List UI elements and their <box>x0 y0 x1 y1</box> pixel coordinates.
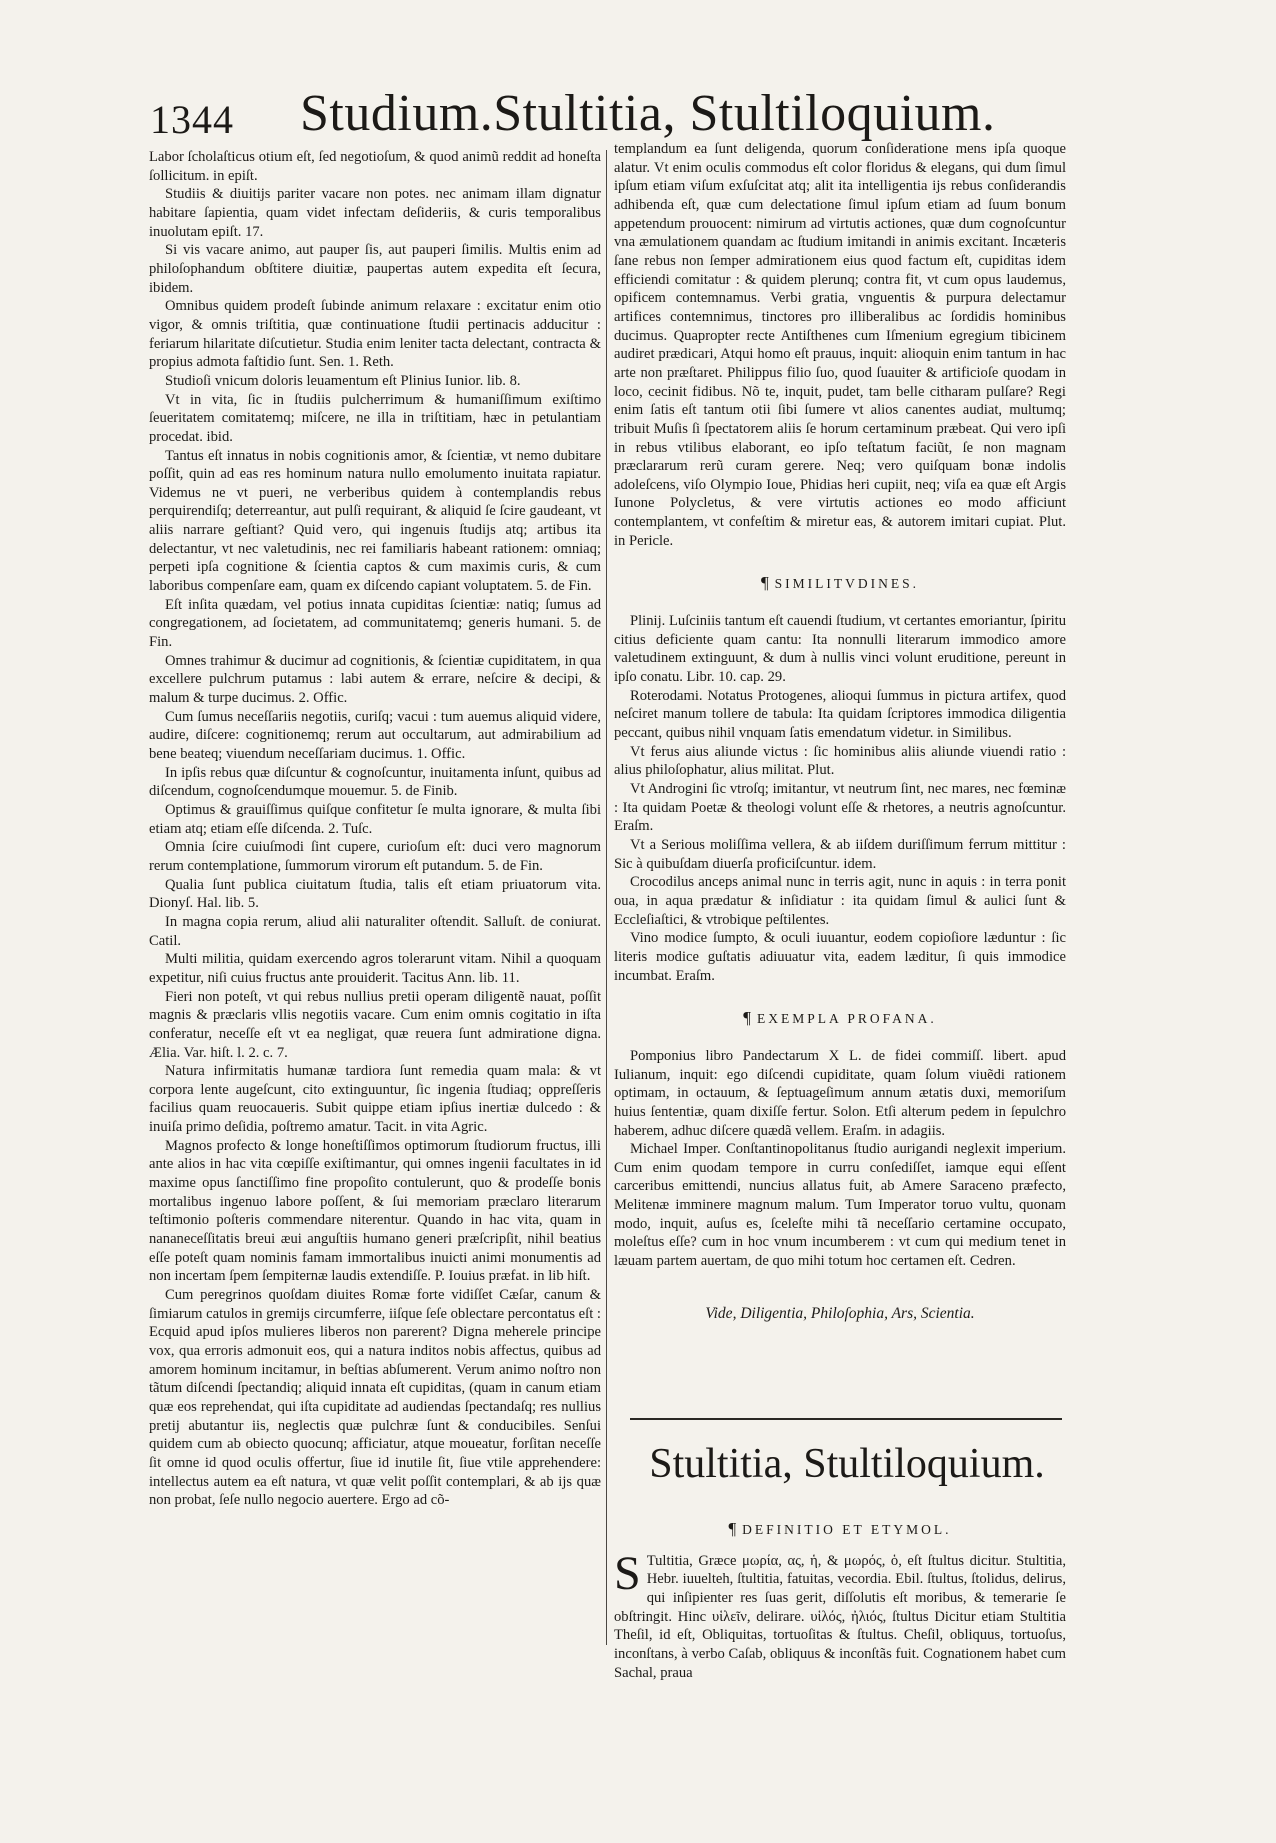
similitudo-paragraph: Roterodami. Notatus Protogenes, alioqui ſummus in pictura artifex, quod neſciret manum tollere de tabula: Ita quidam ſcriptores immodica diligentia peccant, quibus nihil vnquam ſatis emendatum videtur. in Similibus. <box>614 687 1066 742</box>
left-paragraph: Cum peregrinos quoſdam diuites Romæ forte vidiſſet Cæſar, canum & ſimiarum catulos in gremijs circumferre, iiſque ſeſe oblectare percontatus eſt : Ecquid apud ipſos mulieres liberos non parerent? Digna meherele principe vox, qua erroris admonuit eos, qui a natura inditos nobis affectus, quibus ad amorem hominum incitamur, in beſtias abſumerent. Verum animo noſtro non tãtum diſcendi ſpectandiq; aliquid innata eſt cupiditas, (quam in canum etiam quæ eos reprehendat, qui iſta cupiditate ad audiendas ſpectandaſq; res nullius pretij abutantur iis, neglectis quæ pulchræ ſunt & conducibiles. Senſui quidem cum ab obiecto quocunq; afficiatur, atque moueatur, forſitan neceſſe ſit omne id quod oculis offertur, ſiue id inutile ſit, ſiue vtile apprehendere: intellectus autem ea eſt natura, vt quæ velit poſſit contemplari, & ab ijs quæ non probat, ſeſe nullo negocio auertere. Ergo ad cõ- <box>149 1287 601 1509</box>
left-column <box>149 148 601 1510</box>
definition-paragraph: S Tultitia, Græce μωρία, ας, ἡ, & μωρός, ὁ, eſt ſtultus dicitur. Stultitia, Hebr. iuuelteh, ſtultitia, fatuitas, vecordia. Ebil. ſtultus, ſtolidus, delirus, qui inſipienter res ſuas gerit, diſſolutis eſt moribus, & temerarie ſe obſtringit. Hinc υἱλεῖν, delirare. υἱλός, ἠλιός, ſtultus Dicitur etiam Stultitia Theſil, id eſt, Obliquitas, tortuoſitas & ſtultus. Cheſil, obliquus, tortuoſus, inconſtans, à verbo Caſab, obliquus & inconſtãs fuit. Cognationem habet cum Sachal, praua <box>614 1546 1066 1681</box>
running-head: Studium.Stultitia, Stultiloquium. <box>300 85 996 142</box>
left-paragraph: Omnia ſcire cuiuſmodi ſint cupere, curioſum eſt: duci vero magnorum rerum contemplatione, ſummorum virorum eſt putandum. 5. de Fin. <box>149 839 601 874</box>
left-paragraph: Vt in vita, ſic in ſtudiis pulcherrimum & humaniſſimum exiſtimo ſeueritatem comitatemq; miſcere, ne illa in triſtitiam, hæc in petulantiam procedat. ibid. <box>149 391 601 445</box>
pilcrow-icon: ¶ <box>743 1008 751 1028</box>
left-paragraph: Labor ſcholaſticus otium eſt, ſed negotioſum, & quod animũ reddit ad honeſta ſollicitum. in epiſt. <box>149 149 601 184</box>
left-paragraph: Omnes trahimur & ducimur ad cognitionis, & ſcientiæ cupiditatem, in qua excellere pulchrum putamus : labi autem & errare, neſcire & decipi, & malum & turpe ducimus. 2. Offic. <box>149 652 601 707</box>
left-paragraph: Qualia ſunt publica ciuitatum ſtudia, talis eſt etiam priuatorum vita. Dionyſ. Hal. lib. 5. <box>149 876 601 912</box>
left-paragraph: Eſt inſita quædam, vel potius innata cupiditas ſcientiæ: natiq; ſumus ad congregationem, ad ſocietatem, ad communitatemq; generis humani. 5. de Fin. <box>149 596 601 651</box>
left-paragraph: Multi militia, quidam exercendo agros tolerarunt vitam. Nihil a quoquam expetitur, niſi cuius fructus ante prouiderit. Tacitus Ann. lib. 11. <box>149 951 601 986</box>
left-paragraph: In ipſis rebus quæ diſcuntur & cognoſcuntur, inuitamenta inſunt, quibus ad diſcendum, cognoſcendumque mouemur. 5. de Finib. <box>149 764 601 800</box>
left-paragraph: Natura infirmitatis humanæ tardiora ſunt remedia quam mala: & vt corpora lente augeſcunt, cito extinguuntur, ſic ingenia ſtudiaq; oppreſſeris facilius quam reuocaueris. Subit quippe etiam ipſius inertiæ dulcedo : & inuiſa primo deſidia, poſtremo amatur. Tacit. in vita Agric. <box>149 1063 601 1136</box>
similitudo-paragraph: Plinij. Luſciniis tantum eſt cauendi ſtudium, vt certantes emoriantur, ſpiritu citius deficiente quam cantu: Ita nonnulli literarum immodico amore valetudinem extinguunt, & dum à nullis vinci volunt eruditione, pereunt in ipſo conatu. Libr. 10. cap. 29. <box>614 613 1066 686</box>
left-paragraph: Si vis vacare animo, aut pauper ſis, aut pauperi ſimilis. Multis enim ad philoſophandum obſtitere diuitiæ, paupertas autem expedita eſt ſecura, ibidem. <box>149 242 601 296</box>
left-paragraph: Optimus & grauiſſimus quiſque confitetur ſe multa ignorare, & multa ſibi etiam atq; etiam eſſe diſcenda. 2. Tuſc. <box>149 801 601 837</box>
drop-capital: S <box>614 1546 641 1600</box>
cross-reference: Vide, Diligentia, Philoſophia, Ars, Scientia. <box>705 1304 975 1322</box>
similitudo-paragraph: Crocodilus anceps animal nunc in terris agit, nunc in aquis : in terra ponit oua, in aqua prædatur & inſidiatur : ita quidam ſimul & aulici ſunt & Eccleſiaſtici, & vtrobique peſtilentes. <box>614 874 1066 928</box>
left-paragraph: In magna copia rerum, aliud alii naturaliter oſtendit. Salluſt. de coniurat. Catil. <box>149 913 601 949</box>
column-divider <box>606 150 607 1645</box>
pilcrow-icon: ¶ <box>760 573 769 593</box>
section-heading-exempla: ¶ EXEMPLA PROFANA. <box>743 1008 937 1028</box>
left-paragraph: Magnos profecto & longe honeſtiſſimos optimorum ſtudiorum fructus, illi ante alios in hac vita cœpiſſe exiſtimantur, qui omnes ingenii facultates in id maxime opus ſanctiſſimo fine propoſito contulerunt, quo & prodeſſe bonis mortalibus ingenuo labore poſſent, & ſui memoriam præclaro literarum teſtimonio poſteris commendare niterentur. Quando in hac vita, quam in nananeceſſitatis breui æui anguſtiis humano generi præſcripſit, nihil beatius eſſe poteſt quam nominis famam immortalibus inuicti animi monumentis ad non incertam ſpem ſempiternæ laudis extendiſſe. P. Iouius præfat. in lib hiſt. <box>149 1137 601 1285</box>
left-paragraph: Fieri non poteſt, vt qui rebus nullius pretii operam diligentẽ nauat, poſſit magnis & præclaris vllis negotiis vacare. Cum enim omnis cogitatio in iſta conferatur, neceſſe eſt vt ea negligat, quæ reuera ſunt admiratione digna. Ælia. Var. hiſt. l. 2. c. 7. <box>149 988 601 1061</box>
entry-title: Stultitia, Stultiloquium. <box>649 1441 1045 1487</box>
similitudo-paragraph: Vt ferus aius aliunde victus : ſic hominibus aliis aliunde viuendi ratio : alius philoſophatur, alius militat. Plut. <box>614 743 1066 779</box>
similitudo-paragraph: Vt Androgini ſic vtroſq; imitantur, vt neutrum ſint, nec mares, nec fœminæ : Ita quidam Poetæ & theologi volunt eſſe & rhetores, a neutris agnoſcuntur. Eraſm. <box>614 781 1066 835</box>
page-number: 1344 <box>150 97 234 142</box>
left-paragraph: Studioſi vnicum doloris leuamentum eſt Plinius Iunior. lib. 8. <box>165 372 521 389</box>
similitudo-paragraph: Vt a Serious moliſſima vellera, & ab iiſdem duriſſimum ferrum mittitur : Sic à quibuſdam diuerſa proficiſcuntur. idem. <box>614 836 1066 872</box>
pilcrow-icon: ¶ <box>728 1519 737 1538</box>
left-paragraph: Cum ſumus neceſſariis negotiis, curiſq; vacui : tum auemus aliquid videre, audire, diſcere: cognitionemq; rerum aut occultarum, aut admirabilium ad bene beateq; viuendum neceſſariam ducimus. 1. Offic. <box>149 708 601 762</box>
right-paragraph: templandum ea ſunt deligenda, quorum conſideratione mens ipſa quoque alatur. Vt enim oculis commodus eſt color floridus & elegans, qui dum ſimul ipſum etiam viſum exſuſcitat atq; alit ita intelligentia ijs rebus conſiderandis adhibenda eſt, quæ cum delectatione ſimul ipſum etiam ad ſuum bonum appetendum prouocent: nimirum ad virtutis actiones, quæ dum cognoſcuntur vna æmulationem quandam ac ſtudium imitandi in animis excitant. Incæteris ſane rebus non ſemper admirationem eius quod factum eſt, cupiditas idem efficiendi comitatur : & quidem plerunq; contra fit, vt cum opus laudemus, opificem contemnamus. Verbi gratia, vnguentis & purpura delectamur artifices contemnimus, tinctores pro illiberalibus ac ſordidis hominibus ducimus. Quapropter recte Antiſthenes cum Iſmenium egregium tibicinem audiret prædicari, Atqui homo eſt prauus, inquit: alioquin enim tantum in hac arte non præſtaret. Philippus filio ſuo, quod ſuauiter & artificioſe quodam in loco, cecinit fidibus. Nõ te, inquit, pudet, tam belle citharam pulſare? Regi enim ſatis eſt tantum otii ſibi ſumere vt alios canentes audiat, multumq; tribuit Muſis ſi ſpectatorem aliis ſe horum certaminum præbeat. Qui vero ipſi in rebus vtilibus elaborant, eo ipſo teſtatum faciũt, ſe non magnam præclararum rerũ curam gerere. Neq; vero quiſquam bonæ indolis adoleſcens, viſo Olympio Ioue, Phidias heri cupiit, neq; viſa ea quæ eſt Argis Iunone Polycletus, & vere virtutis actiones eo modo afficiunt contemplantem, vt confeſtim & miretur eas, & autorem imitari cupiat. Plut. in Pericle. <box>614 141 1066 549</box>
exemplum-paragraph: Pomponius libro Pandectarum X L. de fidei commiſſ. libert. apud Iulianum, inquit: ego diſcendi cupiditate, quam ſolum viuẽdi rationem optimam, in octauum, & ſeptuageſimum annum ætatis duxi, memoriſum huius ſententiæ, quam dixiſſe fertur. Solon. Etſi alterum pedem in ſepulchro haberem, adhuc diſcere quædã vellem. Eraſm. in adagiis. <box>614 1047 1066 1139</box>
right-column <box>614 140 1066 1323</box>
section-heading-similitudines: ¶ SIMILITVDINES. <box>760 573 920 593</box>
similitudo-paragraph: Vino modice ſumpto, & oculi iuuantur, eodem copioſiore læduntur : ſic literis modice guſtatis adiuuatur vita, eadem læditur, ſi quis immodice incumbat. Eraſm. <box>614 930 1066 984</box>
exemplum-paragraph: Michael Imper. Conſtantinopolitanus ſtudio aurigandi neglexit imperium. Cum enim quodam tempore in curru conſediſſet, iamque equi eſſent carceribus emittendi, nuncius allatus fuit, ab Amere Saraceno præfecto, Melitenæ imminere magnum malum. Tum Imperator toruo vultu, quonam modo, inquit, auſus es, ſceleſte mihi tã neceſſario certamine occupato, moleſtus eſſe? cum in hoc vnum incumberem : vt cum qui medium tenet in læuam partem auertam, de quo mihi totum hoc certamen eſt. Cedren. <box>614 1141 1066 1270</box>
left-paragraph: Omnibus quidem prodeſt ſubinde animum relaxare : excitatur enim otio vigor, & omnis triſtitia, quæ continuatione ſtudii pertinacis adducitur : feriarum hilaritate diſcutietur. Studia enim leniter tacta delectant, contracta & propius admota faſtidio ſunt. Sen. 1. Reth. <box>149 298 601 371</box>
section-heading-definitio: ¶ DEFINITIO ET ETYMOL. <box>728 1519 952 1538</box>
left-paragraph: Studiis & diuitijs pariter vacare non potes. nec animam illam dignatur habitare ſapientia, quam videt infectam deſideriis, & curis temporalibus inuolutam epiſt. 17. <box>149 186 601 240</box>
left-paragraph: Tantus eſt innatus in nobis cognitionis amor, & ſcientiæ, vt nemo dubitare poſſit, quin ad eas res hominum natura nullo emolumento inuitata rapiatur. Videmus ne vt pueri, ne verberibus quidem à contemplandis rebus perquirendiſq; deterreantur, aut pulſi requirant, & aliquid ſe ſcire gaudeant, vt aliis narrare geſtiant? Quid vero, qui ingenuis ſtudijs atq; artibus ita delectantur, vt nec valetudinis, nec rei familiaris habeant rationem: omniaq; perpeti ipſa cognitione & ſcientia captos & cum maximis curis, & cum laboribus compenſare eam, quam ex diſcendo capiant voluptatem. 5. de Fin. <box>149 447 601 595</box>
entry-separator-rule <box>630 1418 1062 1420</box>
new-entry-body <box>614 1512 1066 1682</box>
